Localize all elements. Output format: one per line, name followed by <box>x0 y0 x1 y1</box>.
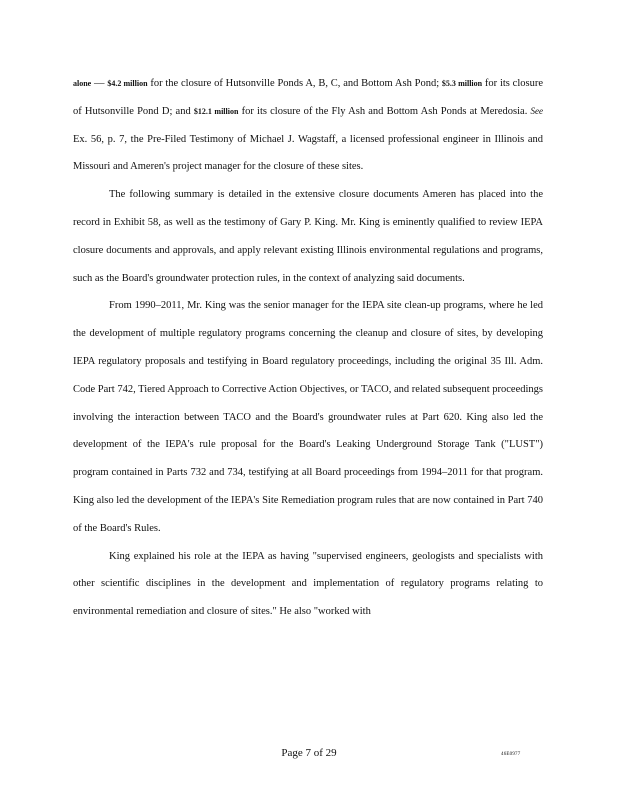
paragraph-1: alone — $4.2 million for the closure of Hutsonville Ponds A, B, C, and Bottom Ash Pond; $5.3 million for its closure of Hutsonville Pond D; and $12.1 million for its closure of the Fly Ash and Bottom Ash Ponds at Meredosia. See Ex. 56, p. 7, the Pre-Filed Testimony of Michael J. Wagstaff, a licensed professional engineer in Illinois and Missouri and Ameren's project manager for the closure of these sites. <box>73 78 543 173</box>
emphasis-text: alone <box>73 79 92 88</box>
paragraph-4: King explained his role at the IEPA as having "supervised engineers, geologists and specialists with other scientific disciplines in the development and implementation of regulatory programs relating to environmental remediation and closure of sites." He also "worked with <box>73 550 543 618</box>
paragraph-3: From 1990–2011, Mr. King was the senior manager for the IEPA site clean-up programs, where he led the development of multiple regulatory programs concerning the cleanup and closure of sites, by developing IEPA regulatory proposals and testifying in Board regulatory proceedings, including the original 35 Ill. Adm. Code Part 742, Tiered Approach to Corrective Action Objectives, or TACO, and related subsequent proceedings involving the interaction between TACO and the Board's groundwater rules at Part 620. King also led the development of the IEPA's rule proposal for the Board's Leaking Underground Storage Tank ("LUST") program contained in Parts 732 and 734, testifying at all Board proceedings from 1994–2011 for that program. King also led the development of the IEPA's Site Remediation program rules that are now contained in Part 740 of the Board's Rules. <box>73 300 543 534</box>
amount-text: $12.1 million <box>193 106 239 116</box>
amount-text: $5.3 million <box>441 79 483 88</box>
amount-text: $4.2 million <box>107 79 148 88</box>
paragraph-2: The following summary is detailed in the extensive closure documents Ameren has placed into the record in Exhibit 58, as well as the testimony of Gary P. King. Mr. King is eminently qualified to review IEPA closure documents and approvals, and apply relevant existing Illinois environmental regulations and programs, such as the Board's groundwater protection rules, in the context of analyzing said documents. <box>73 189 543 284</box>
document-id: 46E0977 <box>501 752 521 757</box>
citation-signal: See <box>530 105 543 116</box>
body-text <box>73 70 543 626</box>
page-number: Page 7 of 29 <box>281 747 337 759</box>
